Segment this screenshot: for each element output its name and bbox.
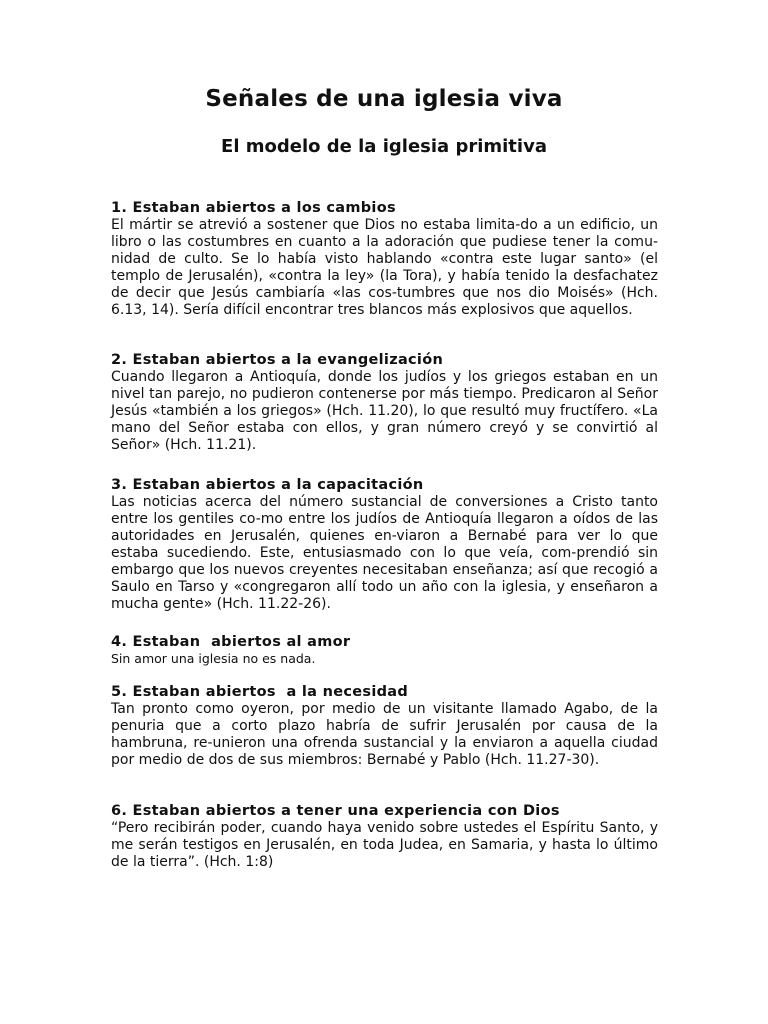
section-heading: 2. Estaban abiertos a la evangelización	[111, 352, 444, 368]
section-capacitacion	[111, 477, 658, 613]
section-heading: 5. Estaban abiertos a la necesidad	[111, 684, 409, 700]
section-body: Cuando llegaron a Antioquía, donde los judíos y los griegos estaban en un nivel tan parejo, no pudieron contenerse por más tiempo. Predicaron al Señor Jesús «también a los griegos» (Hch. 11.20), lo que resultó muy fructífero. «La mano del Señor estaba con ellos, y gran número creyó y se convirtió al Señor» (Hch. 11.21).	[111, 369, 658, 453]
section-heading: 3. Estaban abiertos a la capacitación	[111, 477, 424, 493]
section-amor	[111, 634, 658, 667]
section-body: “Pero recibirán poder, cuando haya venido sobre ustedes el Espíritu Santo, y me serán testigos en Jerusalén, en toda Judea, en Samaria, y hasta lo último de la tierra”. (Hch. 1:8)	[111, 820, 658, 870]
section-cambios	[111, 200, 658, 319]
section-necesidad	[111, 684, 658, 769]
section-body: Sin amor una iglesia no es nada.	[111, 651, 316, 666]
section-experiencia	[111, 803, 658, 871]
section-evangelizacion	[111, 352, 658, 454]
section-body: Tan pronto como oyeron, por medio de un visitante llamado Agabo, de la penuria que a corto plazo habría de sufrir Jerusalén por causa de la hambruna, re-unieron una ofrenda sustancial y la enviaron a aquella ciudad por medio de dos de sus miembros: Bernabé y Pablo (Hch. 11.27-30).	[111, 701, 658, 768]
section-heading: 1. Estaban abiertos a los cambios	[111, 200, 396, 216]
section-heading: 4. Estaban abiertos al amor	[111, 634, 351, 650]
page-title: Señales de una iglesia viva	[205, 86, 563, 112]
section-heading: 6. Estaban abiertos a tener una experiencia con Dios	[111, 803, 560, 819]
page-subtitle: El modelo de la iglesia primitiva	[221, 136, 547, 157]
section-body: Las noticias acerca del número sustancial de conversiones a Cristo tanto entre los gentiles co-mo entre los judíos de Antioquía llegaron a oídos de las autoridades en Jerusalén, quienes en-viaron a Bernabé para ver lo que estaba sucediendo. Este, entusiasmado con lo que veía, com-prendió sin embargo que los nuevos creyentes necesitaban enseñanza; así que recogió a Saulo en Tarso y «congregaron allí todo un año con la iglesia, y enseñaron a mucha gente» (Hch. 11.22-26).	[111, 494, 658, 612]
section-body: El mártir se atrevió a sostener que Dios no estaba limita-do a un edificio, un libro o las costumbres en cuanto a la adoración que pudiese tener la comu-nidad de culto. Se lo había visto hablando «contra este lugar santo» (el templo de Jerusalén), «contra la ley» (la Tora), y había tenido la desfachatez de decir que Jesús cambiaría «las cos-tumbres que nos dio Moisés» (Hch. 6.13, 14). Sería difícil encontrar tres blancos más explosivos que aquellos.	[111, 217, 658, 318]
